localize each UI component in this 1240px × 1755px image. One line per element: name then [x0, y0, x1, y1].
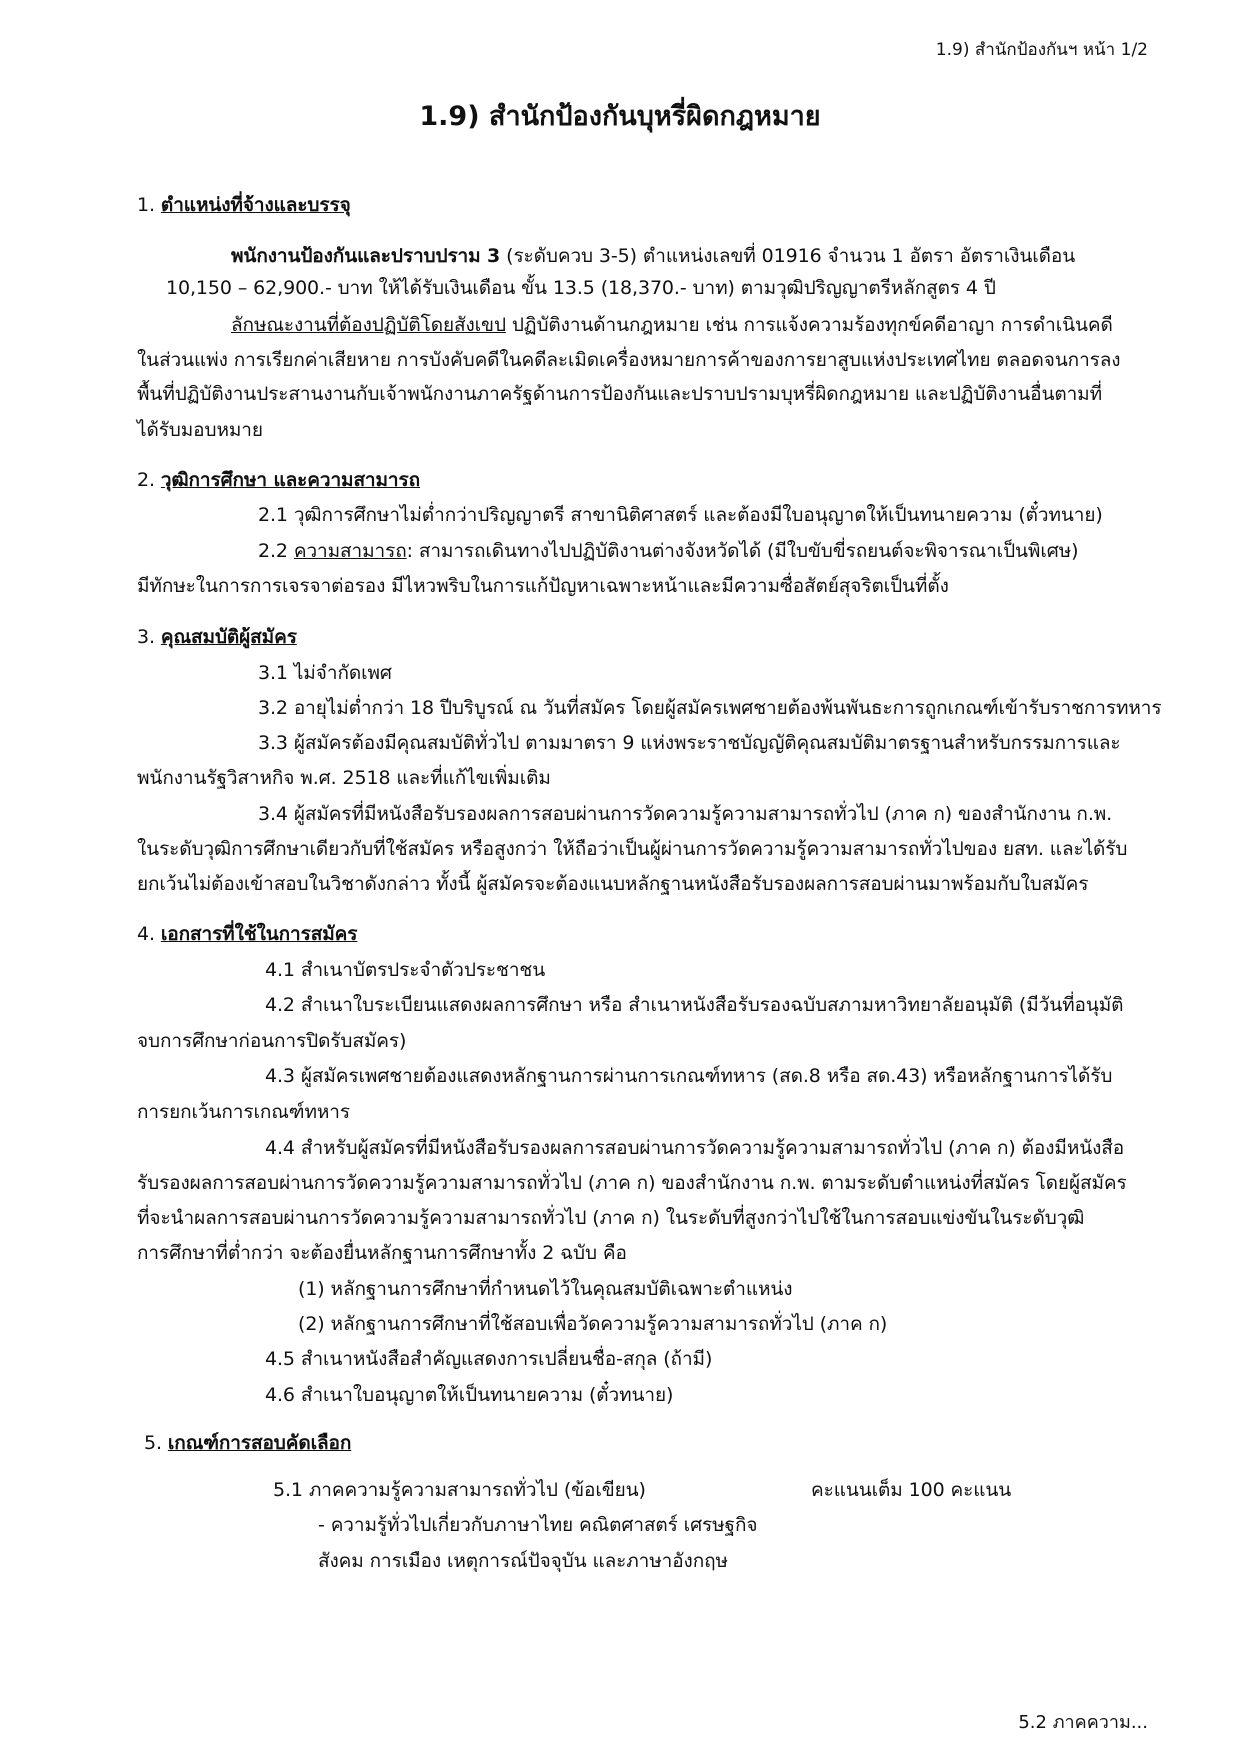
section-4-line-12: 4.5 สำเนาหนังสือสำคัญแสดงการเปลี่ยนชื่อ-สกุล (ถ้ามี) [265, 1348, 713, 1370]
section-1-line-4: ในส่วนแพ่ง การเรียกค่าเสียหาย การบังคับคดีในคดีละเมิดเครื่องหมายการค้าของการยาสูบแห่งประเทศไทย ตลอดจนการลง [137, 349, 1121, 371]
section-3-heading [137, 622, 297, 652]
section-4-line-5: การยกเว้นการเกณฑ์ทหาร [137, 1101, 350, 1123]
section-1-heading [137, 190, 351, 220]
section-5-title: เกณฑ์การสอบคัดเลือก [167, 1432, 352, 1454]
section-4-line-9: การศึกษาที่ต่ำกว่า จะต้องยื่นหลักฐานการศึกษาทั้ง 2 ฉบับ คือ [137, 1242, 627, 1264]
section-3-line-5: 3.4 ผู้สมัครที่มีหนังสือรับรองผลการสอบผ่านการวัดความรู้ความสามารถทั่วไป (ภาค ก) ของสำนักงาน ก.พ. [258, 803, 1113, 825]
page-title: 1.9) สำนักป้องกันบุหรี่ผิดกฎหมาย [419, 101, 821, 132]
section-4-line-11: (2) หลักฐานการศึกษาที่ใช้สอบเพื่อวัดความรู้ความสามารถทั่วไป (ภาค ก) [298, 1313, 888, 1335]
section-4-heading [137, 919, 357, 949]
section-4-line-4: 4.3 ผู้สมัครเพศชายต้องแสดงหลักฐานการผ่านการเกณฑ์ทหาร (สด.8 หรือ สด.43) หรือหลักฐานการได้รับ [265, 1065, 1113, 1087]
section-2-heading [137, 465, 420, 495]
section-4-line-1: 4.1 สำเนาบัตรประจำตัวประชาชน [265, 959, 546, 981]
section-3-line-3: 3.3 ผู้สมัครต้องมีคุณสมบัติทั่วไป ตามมาตรา 9 แห่งพระราชบัญญัติคุณสมบัติมาตรฐานสำหรับกรรมการและ [258, 732, 1121, 754]
section-4-line-7: รับรองผลการสอบผ่านการวัดความรู้ความสามารถทั่วไป (ภาค ก) ของสำนักงาน ก.พ. ตามระดับตำแหน่งที่สมัคร โดยผู้สมัคร [137, 1172, 1127, 1194]
section-5-number: 5. [144, 1432, 162, 1454]
position-title: พนักงานป้องกันและปราบปราม 3 [231, 245, 501, 267]
section-4-line-3: จบการศึกษาก่อนการปิดรับสมัคร) [137, 1030, 407, 1052]
section-2-number: 2. [137, 469, 155, 491]
section-3-line-1: 3.1 ไม่จำกัดเพศ [258, 662, 392, 684]
section-4-line-8: ที่จะนำผลการสอบผ่านการวัดความรู้ความสามารถทั่วไป (ภาค ก) ในระดับที่สูงกว่าไปใช้ในการสอบแข่งขันในระดับวุฒิ [137, 1207, 1085, 1229]
section-2-line-2: 2.2 ความสามารถ: สามารถเดินทางไปปฏิบัติงานต่างจังหวัดได้ (มีใบขับขี่รถยนต์จะพิจารณาเป็นพิเศษ) [258, 540, 1079, 562]
section-1-line-2: 10,150 – 62,900.- บาท ให้ได้รับเงินเดือน ขั้น 13.5 (18,370.- บาท) ตามวุฒิปริญญาตรีหลักสูตร 4 ปี [166, 277, 996, 299]
section-3-line-7: ยกเว้นไม่ต้องเข้าสอบในวิชาดังกล่าว ทั้งนี้ ผู้สมัครจะต้องแนบหลักฐานหนังสือรับรองผลการสอบผ่านมาพร้อมกับใบสมัคร [137, 873, 1089, 895]
section-4-number: 4. [137, 923, 155, 945]
section-3-number: 3. [137, 626, 155, 648]
section-4-line-10: (1) หลักฐานการศึกษาที่กำหนดไว้ในคุณสมบัติเฉพาะตำแหน่ง [298, 1278, 793, 1300]
section-4-line-6: 4.4 สำหรับผู้สมัครที่มีหนังสือรับรองผลการสอบผ่านการวัดความรู้ความสามารถทั่วไป (ภาค ก) ต้องมีหนังสือ [265, 1137, 1125, 1159]
section-1-line-5: พื้นที่ปฏิบัติงานประสานงานกับเจ้าพนักงานภาครัฐด้านการป้องกันและปราบปรามบุหรี่ผิดกฎหมาย และปฏิบัติงานอื่นตามที่ [137, 383, 1103, 405]
section-2-line-3: มีทักษะในการการเจรจาต่อรอง มีไหวพริบในการแก้ปัญหาเฉพาะหน้าและมีความซื่อสัตย์สุจริตเป็นที่ตั้ง [137, 575, 949, 597]
section-5-heading [144, 1428, 351, 1458]
section-4-line-2: 4.2 สำเนาใบระเบียนแสดงผลการศึกษา หรือ สำเนาหนังสือรับรองฉบับสภามหาวิทยาลัยอนุมัติ (มีวันที่อนุมัติ [265, 994, 1124, 1016]
section-1-line-1: พนักงานป้องกันและปราบปราม 3 (ระดับควบ 3-5) ตำแหน่งเลขที่ 01916 จำนวน 1 อัตรา อัตราเงินเดือน [231, 245, 1076, 267]
section-3-title: คุณสมบัติผู้สมัคร [160, 626, 297, 648]
section-5-line-2: - ความรู้ทั่วไปเกี่ยวกับภาษาไทย คณิตศาสตร์ เศรษฐกิจ [318, 1514, 758, 1536]
section-5-line-3: สังคม การเมือง เหตุการณ์ปัจจุบัน และภาษาอังกฤษ [318, 1550, 728, 1572]
section-1-number: 1. [137, 194, 155, 216]
section-5-line-1: 5.1 ภาคความรู้ความสามารถทั่วไป (ข้อเขียน) [273, 1479, 646, 1501]
section-2-line-1: 2.1 วุฒิการศึกษาไม่ต่ำกว่าปริญญาตรี สาขานิติศาสตร์ และต้องมีใบอนุญาตให้เป็นทนายความ (ตั๋วทนาย) [258, 504, 1103, 526]
section-3-line-6: ในระดับวุฒิการศึกษาเดียวกับที่ใช้สมัคร หรือสูงกว่า ให้ถือว่าเป็นผู้ผ่านการวัดความรู้ความสามารถทั่วไปของ ยสท. และได้รับ [137, 838, 1128, 860]
section-4-title: เอกสารที่ใช้ในการสมัคร [160, 923, 358, 945]
duty-label: ลักษณะงานที่ต้องปฏิบัติโดยสังเขป [231, 314, 506, 336]
section-1-line-6: ได้รับมอบหมาย [137, 419, 263, 441]
section-3-line-2: 3.2 อายุไม่ต่ำกว่า 18 ปีบริบูรณ์ ณ วันที่สมัคร โดยผู้สมัครเพศชายต้องพ้นพันธะการถูกเกณฑ์เข้ารับราชการทหาร [258, 697, 1162, 719]
page-header: 1.9) สำนักป้องกันฯ หน้า 1/2 [935, 40, 1148, 60]
section-1-line-3: ลักษณะงานที่ต้องปฏิบัติโดยสังเขป ปฏิบัติงานด้านกฎหมาย เช่น การแจ้งความร้องทุกข์คดีอาญา การดำเนินคดี [231, 314, 1113, 336]
section-2-title: วุฒิการศึกษา และความสามารถ [160, 469, 421, 491]
section-4-line-13: 4.6 สำเนาใบอนุญาตให้เป็นทนายความ (ตั๋วทนาย) [265, 1384, 674, 1406]
page-footer-continuation: 5.2 ภาคความ... [1018, 1712, 1148, 1733]
ability-label: ความสามารถ [293, 540, 407, 562]
section-1-title: ตำแหน่งที่จ้างและบรรจุ [160, 194, 351, 216]
section-5-score: คะแนนเต็ม 100 คะแนน [811, 1479, 1012, 1501]
section-3-line-4: พนักงานรัฐวิสาหกิจ พ.ศ. 2518 และที่แก้ไขเพิ่มเติม [137, 767, 551, 789]
